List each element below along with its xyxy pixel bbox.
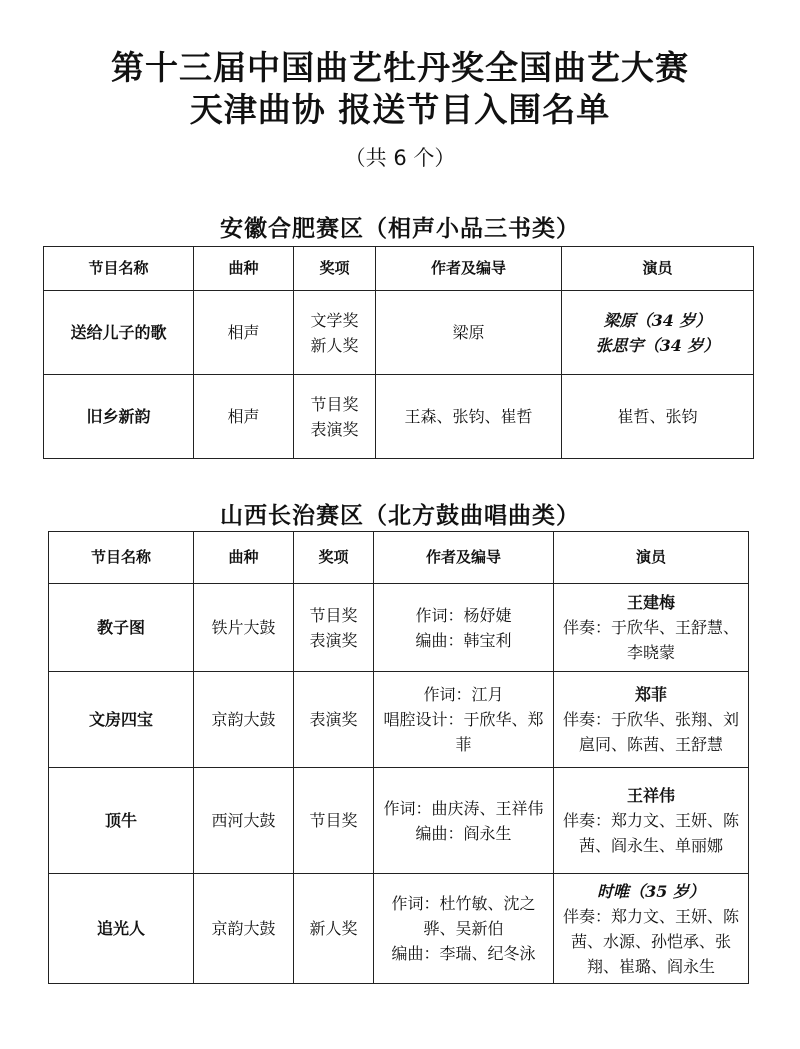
table-row [49,874,749,984]
table-row [49,672,749,768]
table-row [44,375,754,459]
composer: 编曲：李瑞、纪冬泳 [391,944,536,963]
table-row [49,768,749,874]
award-item: 新人奖 [310,335,359,355]
table-header-row [44,247,754,291]
lyricist: 作词：杜竹敏、沈之骅、吴新伯 [391,894,536,938]
region2-title: 山西长治赛区（北方鼓曲唱曲类） [220,503,580,529]
genre: 京韵大鼓 [194,672,294,768]
program-name: 送给儿子的歌 [44,291,194,375]
award-item: 节目奖 [309,605,358,625]
lyricist: 作词：杨妤婕 [415,605,512,625]
performer [554,672,749,768]
region2-table [48,531,749,984]
accompaniment: 伴奏：郑力文、王妍、陈茜、水源、孙恺承、张翔、崔璐、阎永生 [562,906,739,976]
award-item: 节目奖 [310,394,359,414]
performer-handwritten: 梁原（34 岁） [603,310,712,330]
region1-title: 安徽合肥赛区（相声小品三书类） [220,216,580,242]
composer: 编曲：阎永生 [415,823,512,843]
col-header-genre: 曲种 [194,532,294,584]
genre: 相声 [194,291,294,375]
lead-performer: 郑菲 [634,685,667,704]
table-row [44,291,754,375]
performer [554,874,749,984]
table-row [49,584,749,672]
vocal-designer: 唱腔设计：于欣华、郑菲 [383,710,544,754]
genre: 西河大鼓 [194,768,294,874]
program-name: 顶牛 [49,768,194,874]
program-name: 文房四宝 [49,672,194,768]
award [294,291,376,375]
lyricist: 作词：江月 [423,685,504,704]
program-name: 追光人 [49,874,194,984]
author: 梁原 [376,291,562,375]
author: 王森、张钧、崔哲 [376,375,562,459]
award: 表演奖 [294,672,374,768]
lead-performer: 王建梅 [626,593,675,612]
lead-performer: 王祥伟 [626,786,675,805]
award-item: 文学奖 [310,310,359,330]
performer [554,768,749,874]
document-title-line1: 第十三届中国曲艺牡丹奖全国曲艺大赛 [111,48,689,87]
program-name: 旧乡新韵 [44,375,194,459]
col-header-author: 作者及编导 [374,532,554,584]
accompaniment: 伴奏：于欣华、王舒慧、李晓蒙 [562,618,739,662]
performer-handwritten: 张思宇（34 岁） [595,335,720,355]
table-header-row [49,532,749,584]
composer: 编曲：韩宝利 [415,630,512,650]
col-header-author: 作者及编导 [376,247,562,291]
col-header-name: 节目名称 [49,532,194,584]
award [294,584,374,672]
col-header-genre: 曲种 [194,247,294,291]
award-item: 表演奖 [310,419,359,439]
col-header-performer: 演员 [562,247,754,291]
col-header-award: 奖项 [294,532,374,584]
performer: 崔哲、张钧 [562,375,754,459]
accompaniment: 伴奏：郑力文、王妍、陈茜、阎永生、单丽娜 [562,811,739,855]
region1-table [43,246,754,459]
col-header-name: 节目名称 [44,247,194,291]
author [374,672,554,768]
lyricist: 作词：曲庆涛、王祥伟 [383,798,544,818]
award [294,375,376,459]
program-name: 教子图 [49,584,194,672]
genre: 铁片大鼓 [194,584,294,672]
program-count: （共 6 个） [344,146,456,170]
lead-performer-handwritten: 时唯（35 岁） [597,881,705,901]
col-header-award: 奖项 [294,247,376,291]
genre: 京韵大鼓 [194,874,294,984]
performer [554,584,749,672]
award-item: 表演奖 [309,630,358,650]
accompaniment: 伴奏：于欣华、张翔、刘扈同、陈茜、王舒慧 [562,710,739,754]
author [374,768,554,874]
genre: 相声 [194,375,294,459]
award: 节目奖 [294,768,374,874]
author [374,874,554,984]
document-title-line2: 天津曲协 报送节目入围名单 [189,90,611,129]
col-header-performer: 演员 [554,532,749,584]
award: 新人奖 [294,874,374,984]
performer [562,291,754,375]
author [374,584,554,672]
